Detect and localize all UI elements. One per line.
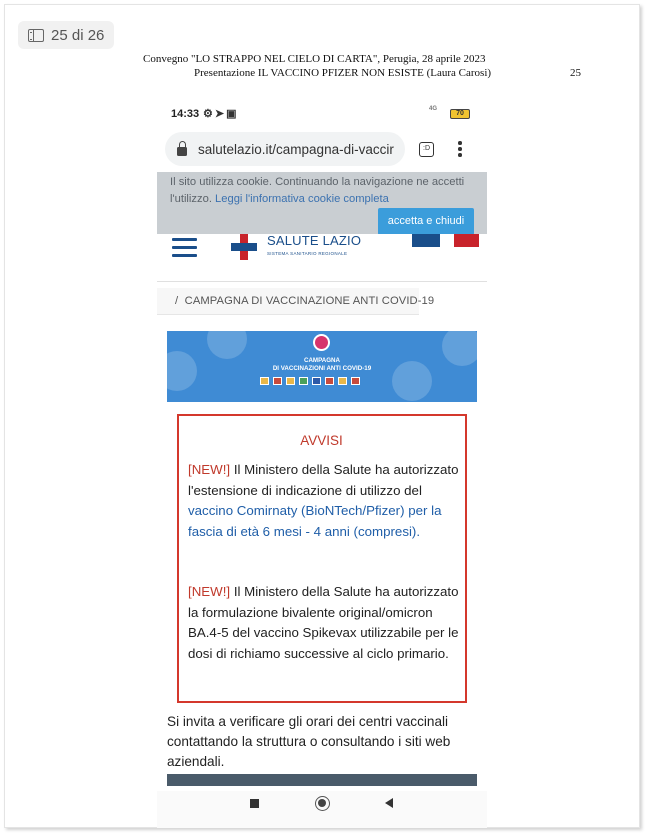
accept-cookie-button[interactable]: accetta e chiudi <box>378 208 474 235</box>
page-counter-label: 25 di 26 <box>51 26 105 44</box>
notices-title: AVVISI <box>300 433 343 448</box>
network-indicator: 4G <box>429 106 438 112</box>
new-tag: [NEW!] <box>188 462 231 477</box>
flag-icon <box>325 377 334 385</box>
breadcrumb <box>157 288 435 315</box>
site-header <box>157 234 487 282</box>
logo-title: SALUTE LAZIO <box>267 233 362 248</box>
campaign-title-line2: DI VACCINAZIONI ANTI COVID-19 <box>272 365 372 372</box>
url-bar[interactable] <box>165 132 405 166</box>
notice-vaccine-link[interactable]: vaccino Comirnaty (BioNTech/Pfizer) per <box>188 503 428 518</box>
campaign-banner[interactable] <box>167 331 477 402</box>
sidebar-toggle-icon <box>28 29 44 42</box>
recents-icon[interactable] <box>250 799 259 808</box>
notice-text: Il Ministero della Salute ha autorizzato l'estensione di indicazione di utilizzo del <box>188 462 459 498</box>
status-notification-icons: ⚙➤▣ <box>203 108 239 120</box>
header-user-button[interactable] <box>412 234 440 247</box>
header-page-number: 25 <box>570 67 581 79</box>
flag-icon <box>273 377 282 385</box>
flag-icon <box>260 377 269 385</box>
flag-icon <box>351 377 360 385</box>
notice-spikevax <box>188 582 463 664</box>
url-text: salutelazio.it/campagna-di-vaccir <box>198 141 394 157</box>
tab-switcher-icon[interactable]: :D <box>419 142 434 157</box>
cookie-policy-link[interactable]: Leggi l'informativa cookie completa <box>215 193 389 205</box>
lock-icon <box>177 147 187 156</box>
language-flags <box>260 377 360 385</box>
status-time: 14:33 <box>171 108 200 120</box>
browser-menu-icon[interactable] <box>457 141 463 159</box>
notices-box <box>177 414 467 703</box>
breadcrumb-separator: / <box>175 295 179 307</box>
header-search-button[interactable] <box>454 234 479 247</box>
cookie-text: Il sito utilizza cookie. Continuando la navigazione ne accetti l'utilizzo. <box>170 176 465 205</box>
back-icon[interactable] <box>385 798 393 808</box>
home-icon[interactable] <box>315 796 330 811</box>
logo-subtitle: SISTEMA SANITARIO REGIONALE <box>267 251 348 256</box>
flag-icon <box>312 377 321 385</box>
android-nav-bar <box>157 791 487 828</box>
flag-icon <box>299 377 308 385</box>
header-conference-line: Convegno "LO STRAPPO NEL CIELO DI CARTA", Perugia, 28 aprile 2023 <box>143 53 486 65</box>
hamburger-menu-icon[interactable] <box>172 238 197 262</box>
notice-age-range: la fascia di età 6 mesi - 4 anni (compresi). <box>188 503 442 539</box>
notice-comirnaty <box>188 460 463 542</box>
flag-icon <box>338 377 347 385</box>
campaign-title-line1: CAMPAGNA <box>304 357 340 364</box>
battery-icon: 70 <box>450 109 470 119</box>
new-tag: [NEW!] <box>188 584 231 599</box>
header-presentation-line: Presentazione IL VACCINO PFIZER NON ESISTE (Laura Carosi) <box>194 67 492 79</box>
invite-text: Si invita a verificare gli orari dei centri vaccinali contattando la struttura o consultando i siti web aziendali. <box>167 714 451 769</box>
flower-icon <box>315 336 328 349</box>
salute-lazio-logo-cross <box>231 234 257 260</box>
page-counter[interactable] <box>18 21 114 49</box>
flag-icon <box>286 377 295 385</box>
banner-decoration <box>207 331 247 359</box>
footer-strip <box>167 774 477 786</box>
status-bar <box>157 104 487 124</box>
phone-screenshot <box>157 96 487 828</box>
notice-text: Il Ministero della Salute ha autorizzato la formulazione bivalente original/omicron BA.4-5 del vaccino Spikevax utilizzabile per le dosi di richiamo successive al ciclo primario. <box>188 584 459 661</box>
breadcrumb-current: CAMPAGNA DI VACCINAZIONE ANTI COVID-19 <box>184 295 435 307</box>
